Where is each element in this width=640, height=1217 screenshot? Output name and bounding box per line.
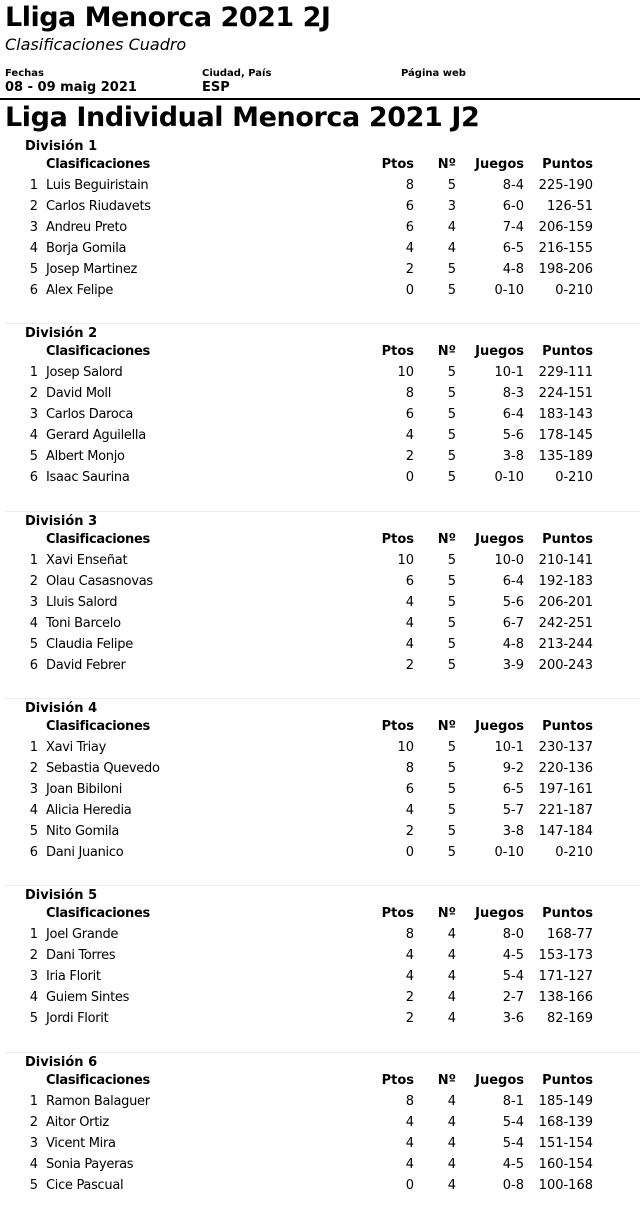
matches-played-cell: 5 (447, 553, 456, 568)
matches-played-cell: 3 (447, 198, 456, 214)
standings-row (0, 842, 640, 863)
score-cell: 192-183 (538, 573, 593, 589)
score-cell: 171-127 (538, 968, 593, 984)
matches-played-cell: 5 (447, 448, 456, 464)
standings-row (0, 1175, 640, 1196)
player-name-cell: Olau Casasnovas (46, 573, 153, 589)
score-cell: 183-143 (538, 406, 593, 422)
matches-played-cell: 5 (447, 261, 456, 277)
column-header-name: Clasificaciones (46, 157, 150, 172)
score-cell: 151-154 (538, 1135, 593, 1151)
header-divider (0, 98, 640, 100)
standings-row (0, 800, 640, 821)
division-divider (5, 698, 640, 699)
matches-played-cell: 4 (447, 1135, 456, 1151)
standings-row (0, 404, 640, 425)
matches-played-cell: 4 (447, 240, 456, 256)
standings-row (0, 821, 640, 842)
games-cell: 6-0 (502, 198, 524, 214)
rank-cell: 5 (29, 448, 38, 464)
player-name-cell: Isaac Saurina (46, 469, 130, 485)
games-cell: 7-4 (502, 219, 524, 235)
matches-played-cell: 4 (447, 1010, 456, 1026)
rank-cell: 5 (29, 636, 38, 652)
column-header-puntos: Puntos (542, 157, 593, 172)
column-header-juegos: Juegos (475, 906, 524, 921)
points-cell: 4 (405, 968, 414, 984)
player-name-cell: Toni Barcelo (46, 615, 121, 631)
games-cell: 5-6 (502, 427, 524, 443)
score-cell: 197-161 (538, 781, 593, 797)
score-cell: 135-189 (538, 448, 593, 464)
matches-played-cell: 5 (447, 282, 456, 298)
player-name-cell: Dani Juanico (46, 844, 124, 860)
matches-played-cell: 5 (447, 844, 456, 860)
standings-row (0, 592, 640, 613)
matches-played-cell: 4 (447, 1114, 456, 1130)
games-cell: 5-7 (502, 802, 524, 818)
games-cell: 10-1 (494, 365, 524, 380)
matches-played-cell: 4 (447, 968, 456, 984)
player-name-cell: Albert Monjo (46, 448, 125, 464)
points-cell: 0 (405, 844, 414, 860)
column-header-puntos: Puntos (542, 532, 593, 547)
points-cell: 2 (405, 1010, 414, 1026)
games-cell: 3-8 (502, 823, 524, 839)
points-cell: 6 (405, 406, 414, 422)
division-divider (5, 885, 640, 886)
score-cell: 0-210 (555, 844, 593, 860)
matches-played-cell: 5 (447, 573, 456, 589)
standings-row (0, 238, 640, 259)
player-name-cell: Gerard Aguilella (46, 427, 146, 443)
rank-cell: 1 (29, 740, 38, 755)
score-cell: 216-155 (538, 240, 593, 256)
rank-cell: 1 (29, 553, 38, 568)
standings-row (0, 613, 640, 634)
score-cell: 160-154 (538, 1156, 593, 1172)
score-cell: 210-141 (538, 553, 593, 568)
games-cell: 3-6 (502, 1010, 524, 1026)
games-cell: 3-8 (502, 448, 524, 464)
games-cell: 10-0 (494, 553, 524, 568)
games-cell: 5-4 (502, 1135, 524, 1151)
matches-played-cell: 5 (447, 760, 456, 776)
points-cell: 2 (405, 989, 414, 1005)
matches-played-cell: 5 (447, 615, 456, 631)
column-header-juegos: Juegos (475, 532, 524, 547)
score-cell: 206-159 (538, 219, 593, 235)
player-name-cell: Luis Beguiristain (46, 178, 149, 193)
games-cell: 0-10 (494, 844, 524, 860)
games-cell: 5-4 (502, 968, 524, 984)
matches-played-cell: 4 (447, 1177, 456, 1193)
matches-played-cell: 4 (447, 989, 456, 1005)
rank-cell: 5 (29, 1177, 38, 1193)
document-subtitle: Clasificaciones Cuadro (5, 35, 187, 54)
games-cell: 4-5 (502, 947, 524, 963)
player-name-cell: Xavi Enseñat (46, 553, 128, 568)
rank-cell: 6 (29, 844, 38, 860)
rank-cell: 6 (29, 657, 38, 673)
points-cell: 8 (405, 760, 414, 776)
player-name-cell: Iria Florit (46, 968, 101, 984)
points-cell: 4 (405, 1135, 414, 1151)
player-name-cell: Vicent Mira (46, 1135, 116, 1151)
standings-row (0, 383, 640, 404)
games-cell: 6-5 (502, 240, 524, 256)
division-title: División 3 (25, 514, 98, 529)
column-header-n: Nº (437, 157, 456, 172)
games-cell: 4-8 (502, 636, 524, 652)
score-cell: 185-149 (538, 1094, 593, 1109)
games-cell: 3-9 (502, 657, 524, 673)
column-header-ptos: Ptos (381, 157, 414, 172)
player-name-cell: Andreu Preto (46, 219, 127, 235)
points-cell: 6 (405, 219, 414, 235)
points-cell: 4 (405, 1114, 414, 1130)
points-cell: 2 (405, 657, 414, 673)
player-name-cell: David Moll (46, 385, 112, 401)
rank-cell: 1 (29, 1094, 38, 1109)
player-name-cell: Josep Salord (46, 365, 123, 380)
player-name-cell: Aitor Ortiz (46, 1114, 109, 1130)
standings-header-row (0, 716, 640, 737)
matches-played-cell: 5 (447, 740, 456, 755)
points-cell: 0 (405, 282, 414, 298)
matches-played-cell: 5 (447, 178, 456, 193)
dates-value: 08 - 09 maig 2021 (5, 80, 137, 95)
player-name-cell: Jordi Florit (46, 1010, 109, 1026)
matches-played-cell: 5 (447, 385, 456, 401)
standings-header-row (0, 1070, 640, 1091)
matches-played-cell: 4 (447, 927, 456, 942)
city-country-label: Ciudad, País (202, 68, 272, 79)
standings-row (0, 1133, 640, 1154)
points-cell: 0 (405, 469, 414, 485)
division-title: División 4 (25, 701, 98, 716)
standings-row (0, 655, 640, 676)
score-cell: 138-166 (538, 989, 593, 1005)
standings-row (0, 779, 640, 800)
rank-cell: 2 (29, 198, 38, 214)
standings-row (0, 987, 640, 1008)
games-cell: 6-4 (502, 406, 524, 422)
column-header-puntos: Puntos (542, 719, 593, 734)
standings-row (0, 1154, 640, 1175)
games-cell: 0-8 (502, 1177, 524, 1193)
points-cell: 10 (397, 740, 414, 755)
city-country-value: ESP (202, 80, 230, 95)
score-cell: 200-243 (538, 657, 593, 673)
score-cell: 147-184 (538, 823, 593, 839)
score-cell: 225-190 (538, 178, 593, 193)
score-cell: 168-77 (546, 927, 593, 942)
player-name-cell: Nito Gomila (46, 823, 120, 839)
standings-row (0, 1091, 640, 1112)
rank-cell: 3 (29, 219, 38, 235)
games-cell: 2-7 (502, 989, 524, 1005)
rank-cell: 2 (29, 1114, 38, 1130)
matches-played-cell: 5 (447, 365, 456, 380)
points-cell: 6 (405, 781, 414, 797)
score-cell: 229-111 (538, 365, 593, 380)
points-cell: 2 (405, 261, 414, 277)
standings-row (0, 1112, 640, 1133)
points-cell: 8 (405, 1094, 414, 1109)
rank-cell: 1 (29, 178, 38, 193)
player-name-cell: Alicia Heredia (46, 802, 132, 818)
standings-row (0, 737, 640, 758)
division-divider (5, 323, 640, 324)
division-title: División 5 (25, 888, 98, 903)
player-name-cell: Xavi Triay (46, 740, 106, 755)
standings-row (0, 175, 640, 196)
games-cell: 8-4 (502, 178, 524, 193)
player-name-cell: Josep Martinez (46, 261, 138, 277)
standings-row (0, 1008, 640, 1029)
points-cell: 8 (405, 927, 414, 942)
score-cell: 153-173 (538, 947, 593, 963)
player-name-cell: Guiem Sintes (46, 989, 130, 1005)
matches-played-cell: 5 (447, 406, 456, 422)
column-header-name: Clasificaciones (46, 906, 150, 921)
division-title: División 6 (25, 1055, 98, 1070)
score-cell: 230-137 (538, 740, 593, 755)
points-cell: 4 (405, 947, 414, 963)
player-name-cell: Lluis Salord (46, 594, 118, 610)
standings-row (0, 634, 640, 655)
games-cell: 8-0 (502, 927, 524, 942)
games-cell: 6-7 (502, 615, 524, 631)
score-cell: 178-145 (538, 427, 593, 443)
matches-played-cell: 5 (447, 427, 456, 443)
matches-played-cell: 5 (447, 469, 456, 485)
standings-row (0, 446, 640, 467)
rank-cell: 5 (29, 1010, 38, 1026)
rank-cell: 2 (29, 573, 38, 589)
games-cell: 4-5 (502, 1156, 524, 1172)
score-cell: 100-168 (538, 1177, 593, 1193)
matches-played-cell: 4 (447, 1156, 456, 1172)
column-header-name: Clasificaciones (46, 1073, 150, 1088)
standings-row (0, 467, 640, 488)
points-cell: 4 (405, 636, 414, 652)
points-cell: 6 (405, 573, 414, 589)
games-cell: 0-10 (494, 282, 524, 298)
rank-cell: 2 (29, 947, 38, 963)
player-name-cell: Alex Felipe (46, 282, 114, 298)
rank-cell: 3 (29, 406, 38, 422)
points-cell: 6 (405, 198, 414, 214)
points-cell: 4 (405, 240, 414, 256)
matches-played-cell: 4 (447, 219, 456, 235)
standings-row (0, 259, 640, 280)
games-cell: 5-6 (502, 594, 524, 610)
rank-cell: 1 (29, 365, 38, 380)
standings-row (0, 280, 640, 301)
games-cell: 8-3 (502, 385, 524, 401)
games-cell: 5-4 (502, 1114, 524, 1130)
dates-label: Fechas (5, 68, 44, 79)
points-cell: 4 (405, 615, 414, 631)
column-header-name: Clasificaciones (46, 719, 150, 734)
rank-cell: 4 (29, 802, 38, 818)
player-name-cell: Borja Gomila (46, 240, 127, 256)
player-name-cell: Sonia Payeras (46, 1156, 134, 1172)
player-name-cell: Claudia Felipe (46, 636, 133, 652)
points-cell: 8 (405, 385, 414, 401)
points-cell: 2 (405, 448, 414, 464)
score-cell: 82-169 (546, 1010, 593, 1026)
rank-cell: 3 (29, 968, 38, 984)
points-cell: 8 (405, 178, 414, 193)
rank-cell: 4 (29, 427, 38, 443)
player-name-cell: Sebastia Quevedo (46, 760, 160, 776)
games-cell: 6-4 (502, 573, 524, 589)
games-cell: 10-1 (494, 740, 524, 755)
standings-header-row (0, 341, 640, 362)
matches-played-cell: 5 (447, 802, 456, 818)
score-cell: 221-187 (538, 802, 593, 818)
points-cell: 4 (405, 594, 414, 610)
games-cell: 0-10 (494, 469, 524, 485)
player-name-cell: Carlos Daroca (46, 406, 134, 422)
score-cell: 213-244 (538, 636, 593, 652)
points-cell: 4 (405, 802, 414, 818)
standings-row (0, 196, 640, 217)
column-header-n: Nº (437, 1073, 456, 1088)
rank-cell: 3 (29, 1135, 38, 1151)
player-name-cell: Cice Pascual (46, 1177, 124, 1193)
column-header-name: Clasificaciones (46, 532, 150, 547)
column-header-name: Clasificaciones (46, 344, 150, 359)
column-header-juegos: Juegos (475, 719, 524, 734)
column-header-juegos: Juegos (475, 344, 524, 359)
score-cell: 220-136 (538, 760, 593, 776)
column-header-ptos: Ptos (381, 719, 414, 734)
matches-played-cell: 5 (447, 657, 456, 673)
column-header-n: Nº (437, 906, 456, 921)
matches-played-cell: 4 (447, 947, 456, 963)
standings-row (0, 758, 640, 779)
player-name-cell: Joel Grande (46, 927, 119, 942)
matches-played-cell: 5 (447, 594, 456, 610)
rank-cell: 6 (29, 282, 38, 298)
rank-cell: 6 (29, 469, 38, 485)
player-name-cell: David Febrer (46, 657, 126, 673)
column-header-ptos: Ptos (381, 1073, 414, 1088)
points-cell: 4 (405, 427, 414, 443)
score-cell: 168-139 (538, 1114, 593, 1130)
score-cell: 126-51 (546, 198, 593, 214)
standings-row (0, 966, 640, 987)
standings-row (0, 571, 640, 592)
standings-header-row (0, 903, 640, 924)
matches-played-cell: 5 (447, 823, 456, 839)
rank-cell: 3 (29, 594, 38, 610)
player-name-cell: Ramon Balaguer (46, 1094, 150, 1109)
points-cell: 4 (405, 1156, 414, 1172)
standings-row (0, 217, 640, 238)
points-cell: 0 (405, 1177, 414, 1193)
standings-row (0, 550, 640, 571)
games-cell: 9-2 (502, 760, 524, 776)
event-title: Liga Individual Menorca 2021 J2 (5, 102, 480, 133)
rank-cell: 5 (29, 261, 38, 277)
standings-row (0, 924, 640, 945)
rank-cell: 2 (29, 760, 38, 776)
column-header-juegos: Juegos (475, 1073, 524, 1088)
standings-row (0, 362, 640, 383)
column-header-ptos: Ptos (381, 532, 414, 547)
points-cell: 10 (397, 365, 414, 380)
score-cell: 0-210 (555, 469, 593, 485)
player-name-cell: Dani Torres (46, 947, 116, 963)
score-cell: 224-151 (538, 385, 593, 401)
rank-cell: 2 (29, 385, 38, 401)
division-divider (5, 511, 640, 512)
points-cell: 2 (405, 823, 414, 839)
games-cell: 6-5 (502, 781, 524, 797)
column-header-puntos: Puntos (542, 906, 593, 921)
standings-row (0, 945, 640, 966)
rank-cell: 4 (29, 240, 38, 256)
rank-cell: 4 (29, 615, 38, 631)
score-cell: 206-201 (538, 594, 593, 610)
rank-cell: 5 (29, 823, 38, 839)
standings-row (0, 425, 640, 446)
games-cell: 4-8 (502, 261, 524, 277)
matches-played-cell: 4 (447, 1094, 456, 1109)
column-header-ptos: Ptos (381, 906, 414, 921)
division-title: División 2 (25, 326, 98, 341)
column-header-puntos: Puntos (542, 344, 593, 359)
column-header-n: Nº (437, 532, 456, 547)
standings-header-row (0, 529, 640, 550)
score-cell: 198-206 (538, 261, 593, 277)
games-cell: 8-1 (502, 1094, 524, 1109)
score-cell: 0-210 (555, 282, 593, 298)
column-header-puntos: Puntos (542, 1073, 593, 1088)
matches-played-cell: 5 (447, 781, 456, 797)
division-divider (5, 1052, 640, 1053)
points-cell: 10 (397, 553, 414, 568)
column-header-n: Nº (437, 344, 456, 359)
rank-cell: 4 (29, 989, 38, 1005)
rank-cell: 4 (29, 1156, 38, 1172)
matches-played-cell: 5 (447, 636, 456, 652)
score-cell: 242-251 (538, 615, 593, 631)
column-header-juegos: Juegos (475, 157, 524, 172)
rank-cell: 1 (29, 927, 38, 942)
column-header-ptos: Ptos (381, 344, 414, 359)
player-name-cell: Joan Bibiloni (46, 781, 123, 797)
website-label: Página web (401, 68, 466, 79)
player-name-cell: Carlos Riudavets (46, 198, 151, 214)
document-title: Lliga Menorca 2021 2J (5, 2, 331, 33)
rank-cell: 3 (29, 781, 38, 797)
column-header-n: Nº (437, 719, 456, 734)
division-title: División 1 (25, 139, 98, 154)
standings-header-row (0, 154, 640, 175)
